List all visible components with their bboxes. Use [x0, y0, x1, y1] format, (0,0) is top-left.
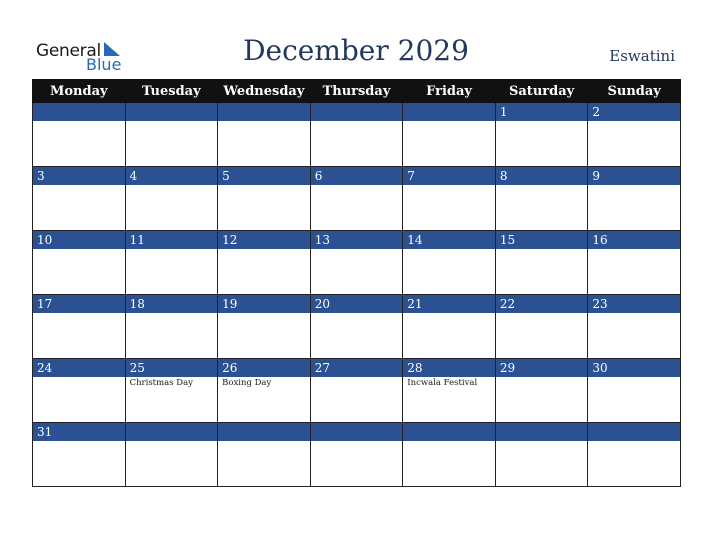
- day-number: 14: [407, 233, 423, 247]
- day-number: 2: [592, 105, 601, 119]
- day-number: 3: [37, 169, 45, 183]
- holiday-label: Boxing Day: [222, 378, 272, 388]
- holiday-label: [218, 441, 310, 442]
- day-number-cell: [125, 103, 218, 122]
- day-number: 25: [129, 361, 145, 375]
- day-number-cell: [218, 295, 311, 314]
- day-cell[interactable]: [33, 249, 126, 295]
- week-date-row: [33, 167, 681, 186]
- day-number: 21: [407, 297, 423, 311]
- weekday-header: Sunday: [588, 80, 681, 103]
- day-number-cell: [33, 359, 126, 378]
- day-cell[interactable]: [33, 185, 126, 231]
- day-cell[interactable]: [310, 441, 403, 487]
- day-cell[interactable]: [218, 121, 311, 167]
- day-number-cell: [125, 167, 218, 186]
- day-number-cell: [588, 103, 681, 122]
- weekday-header: Saturday: [495, 80, 588, 103]
- day-number-cell: [310, 359, 403, 378]
- day-number: 5: [222, 169, 230, 183]
- day-number-cell: [125, 359, 218, 378]
- holiday-label: [496, 185, 588, 186]
- day-cell[interactable]: [218, 441, 311, 487]
- day-cell[interactable]: [310, 121, 403, 167]
- country-label: Eswatini: [609, 47, 675, 65]
- weekday-header: Monday: [33, 80, 126, 103]
- day-cell[interactable]: [588, 313, 681, 359]
- day-number-cell: [218, 423, 311, 442]
- day-number: 31: [37, 425, 53, 439]
- day-number-cell: [495, 295, 588, 314]
- holiday-label: [33, 185, 125, 186]
- day-number: 30: [592, 361, 608, 375]
- day-cell[interactable]: [495, 313, 588, 359]
- holiday-label: [403, 185, 495, 186]
- holiday-label: [588, 185, 680, 186]
- day-number: 22: [499, 297, 516, 311]
- day-number-cell: [403, 423, 496, 442]
- holiday-label: [311, 185, 403, 186]
- day-cell[interactable]: [125, 377, 218, 423]
- day-cell[interactable]: [310, 313, 403, 359]
- day-number-cell: [218, 167, 311, 186]
- day-number-cell: [125, 295, 218, 314]
- day-number: 18: [129, 297, 145, 311]
- day-number: 28: [407, 361, 423, 375]
- day-cell[interactable]: [310, 249, 403, 295]
- day-cell[interactable]: [495, 441, 588, 487]
- day-number: 9: [592, 169, 601, 183]
- holiday-label: [33, 121, 125, 122]
- day-number-cell: [218, 103, 311, 122]
- week-event-row: [33, 249, 681, 295]
- day-number: 16: [592, 233, 608, 247]
- holiday-label: [311, 377, 403, 378]
- day-number-cell: [403, 359, 496, 378]
- day-number: 26: [222, 361, 238, 375]
- holiday-label: [496, 441, 588, 442]
- day-cell[interactable]: [403, 185, 496, 231]
- holiday-label: [33, 377, 125, 378]
- weekday-header-row: [33, 80, 681, 103]
- holiday-label: [311, 441, 403, 442]
- day-cell[interactable]: [33, 441, 126, 487]
- week-date-row: [33, 231, 681, 250]
- day-number-cell: [588, 167, 681, 186]
- day-cell[interactable]: [403, 441, 496, 487]
- day-cell[interactable]: [588, 249, 681, 295]
- week-date-row: [33, 423, 681, 442]
- day-number-cell: [33, 231, 126, 250]
- day-cell[interactable]: [218, 313, 311, 359]
- week-date-row: [33, 295, 681, 314]
- day-number: 20: [314, 297, 330, 311]
- day-number-cell: [310, 103, 403, 122]
- day-number-cell: [403, 103, 496, 122]
- day-number: 7: [407, 169, 415, 183]
- holiday-label: [496, 249, 588, 250]
- holiday-label: [588, 313, 680, 314]
- day-cell[interactable]: [495, 377, 588, 423]
- day-number: 27: [314, 361, 330, 375]
- weekday-header: Tuesday: [125, 80, 218, 103]
- holiday-label: [126, 249, 218, 250]
- day-number: 4: [129, 169, 138, 183]
- holiday-label: [126, 185, 218, 186]
- holiday-label: [33, 441, 125, 442]
- day-number-cell: [403, 167, 496, 186]
- day-number-cell: [588, 359, 681, 378]
- holiday-label: Incwala Festival: [407, 378, 478, 388]
- holiday-label: [588, 121, 680, 122]
- holiday-label: [496, 377, 588, 378]
- calendar-body: [33, 103, 681, 487]
- holiday-label: [311, 249, 403, 250]
- day-number: 6: [314, 169, 323, 183]
- holiday-label: [588, 377, 680, 378]
- day-number: 11: [129, 233, 145, 247]
- day-number: 24: [37, 361, 53, 375]
- holiday-label: [218, 249, 310, 250]
- day-cell[interactable]: [125, 185, 218, 231]
- holiday-label: [218, 313, 310, 314]
- day-cell[interactable]: [33, 313, 126, 359]
- day-number-cell: [403, 231, 496, 250]
- weekday-header: Friday: [403, 80, 496, 103]
- day-cell[interactable]: [218, 185, 311, 231]
- logo-blue-text: Blue: [86, 55, 122, 74]
- holiday-label: [403, 249, 495, 250]
- week-event-row: [33, 377, 681, 423]
- week-event-row: [33, 121, 681, 167]
- day-number-cell: [218, 231, 311, 250]
- holiday-label: [33, 313, 125, 314]
- day-cell[interactable]: [588, 121, 681, 167]
- day-cell[interactable]: [218, 249, 311, 295]
- holiday-label: [496, 313, 588, 314]
- day-cell[interactable]: [310, 185, 403, 231]
- day-cell[interactable]: [403, 313, 496, 359]
- day-cell[interactable]: [495, 185, 588, 231]
- holiday-label: [126, 441, 218, 442]
- day-number-cell: [33, 167, 126, 186]
- day-number: 17: [37, 297, 53, 311]
- week-date-row: [33, 359, 681, 378]
- holiday-label: [311, 121, 403, 122]
- day-cell[interactable]: [125, 441, 218, 487]
- day-number-cell: [310, 231, 403, 250]
- day-cell[interactable]: [588, 441, 681, 487]
- day-number-cell: [588, 295, 681, 314]
- week-event-row: [33, 441, 681, 487]
- holiday-label: Christmas Day: [129, 378, 193, 388]
- day-number-cell: [588, 423, 681, 442]
- day-cell[interactable]: [403, 249, 496, 295]
- day-cell[interactable]: [125, 121, 218, 167]
- week-event-row: [33, 313, 681, 359]
- day-cell[interactable]: [588, 377, 681, 423]
- holiday-label: [403, 441, 495, 442]
- weekday-header: Thursday: [310, 80, 403, 103]
- holiday-label: [403, 121, 495, 122]
- day-number: 23: [592, 297, 608, 311]
- day-number-cell: [33, 103, 126, 122]
- day-number: 13: [314, 233, 330, 247]
- day-cell[interactable]: [310, 377, 403, 423]
- day-cell[interactable]: [403, 377, 496, 423]
- day-cell[interactable]: [495, 249, 588, 295]
- holiday-label: [403, 313, 495, 314]
- day-cell[interactable]: [495, 121, 588, 167]
- calendar-grid: [32, 79, 681, 487]
- weekday-header: Wednesday: [218, 80, 311, 103]
- logo-general-text: General: [36, 41, 101, 61]
- holiday-label: [218, 185, 310, 186]
- holiday-label: [126, 121, 218, 122]
- holiday-label: [33, 249, 125, 250]
- day-number: 10: [37, 233, 53, 247]
- holiday-label: [218, 121, 310, 122]
- holiday-label: [588, 249, 680, 250]
- day-cell[interactable]: [125, 313, 218, 359]
- day-number: 19: [222, 297, 238, 311]
- day-number-cell: [218, 359, 311, 378]
- day-cell[interactable]: [588, 185, 681, 231]
- day-cell[interactable]: [33, 121, 126, 167]
- page-title: December 2029: [243, 34, 469, 67]
- day-number: 8: [499, 169, 508, 183]
- day-number-cell: [33, 423, 126, 442]
- day-cell[interactable]: [33, 377, 126, 423]
- day-number-cell: [125, 423, 218, 442]
- holiday-label: [311, 313, 403, 314]
- day-cell[interactable]: [218, 377, 311, 423]
- day-number-cell: [310, 167, 403, 186]
- day-cell[interactable]: [403, 121, 496, 167]
- day-number-cell: [403, 295, 496, 314]
- day-number-cell: [495, 231, 588, 250]
- day-number-cell: [310, 423, 403, 442]
- holiday-label: [126, 313, 218, 314]
- holiday-label: [588, 441, 680, 442]
- day-number: 1: [499, 105, 508, 119]
- day-number-cell: [125, 231, 218, 250]
- day-number: 15: [499, 233, 516, 247]
- day-number: 29: [499, 361, 516, 375]
- holiday-label: [496, 121, 588, 122]
- day-number-cell: [588, 231, 681, 250]
- day-number-cell: [33, 295, 126, 314]
- day-number: 12: [222, 233, 238, 247]
- day-number-cell: [495, 423, 588, 442]
- day-number-cell: [310, 295, 403, 314]
- day-number-cell: [495, 103, 588, 122]
- day-number-cell: [495, 167, 588, 186]
- week-date-row: [33, 103, 681, 122]
- week-event-row: [33, 185, 681, 231]
- day-cell[interactable]: [125, 249, 218, 295]
- day-number-cell: [495, 359, 588, 378]
